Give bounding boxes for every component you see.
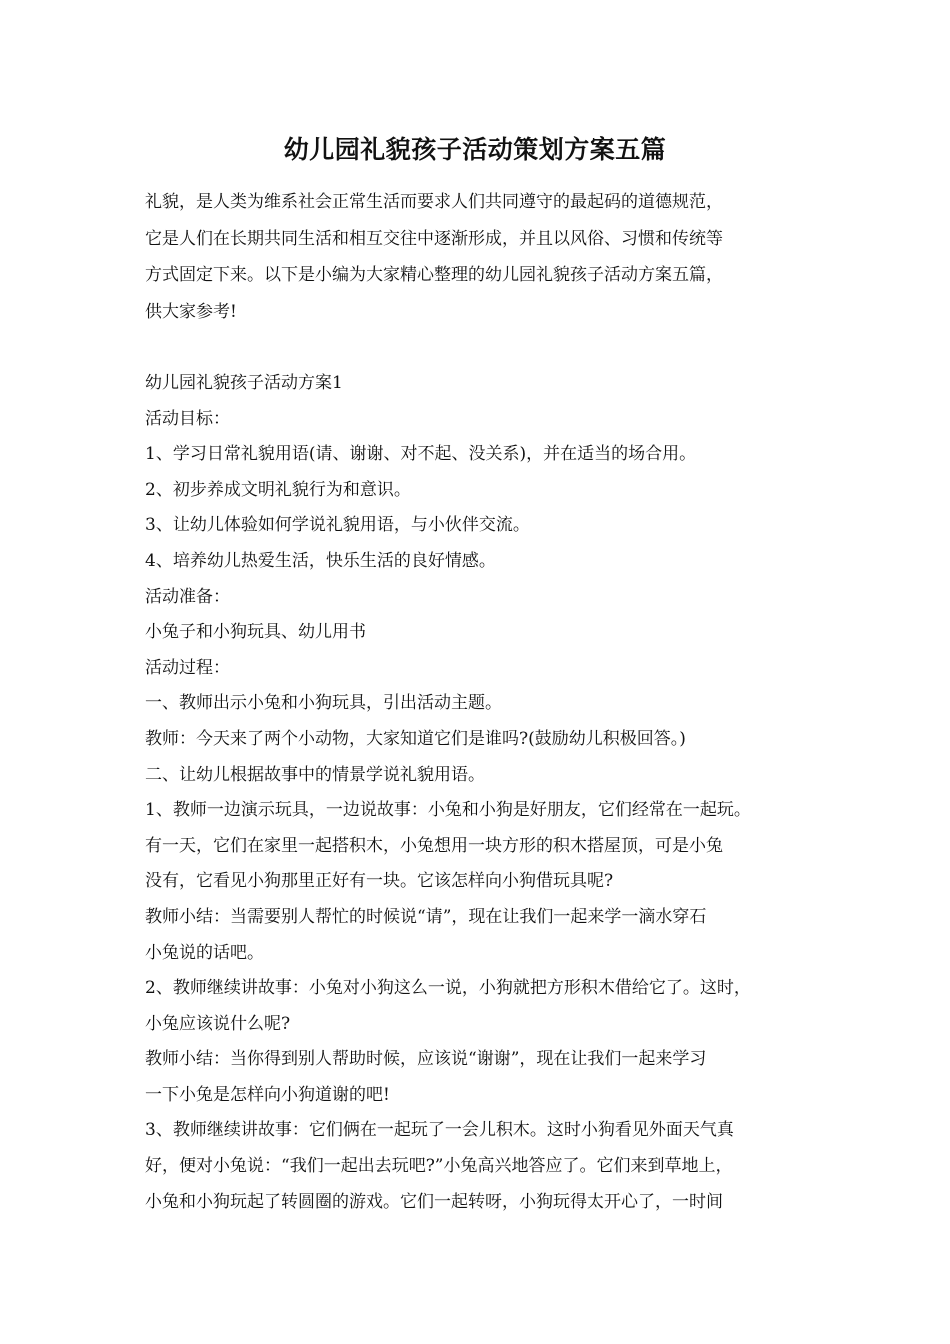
text-line: 有一天，它们在家里一起搭积木，小兔想用一块方形的积木搭屋顶，可是小兔 bbox=[145, 835, 723, 856]
text-line: 教师小结：当你得到别人帮助时候，应该说“谢谢”，现在让我们一起来学习 bbox=[145, 1049, 707, 1070]
text-line: 一下小兔是怎样向小狗道谢的吧! bbox=[145, 1084, 390, 1105]
text-line: 2、教师继续讲故事：小兔对小狗这么一说，小狗就把方形积木借给它了。这时， bbox=[145, 978, 751, 999]
text-line: 3、让幼儿体验如何学说礼貌用语，与小伙伴交流。 bbox=[145, 515, 530, 536]
intro-line: 供大家参考! bbox=[145, 301, 237, 322]
text-line: 一、教师出示小兔和小狗玩具，引出活动主题。 bbox=[145, 693, 502, 714]
intro-paragraph bbox=[145, 184, 815, 330]
document-title: 幼儿园礼貌孩子活动策划方案五篇 bbox=[283, 135, 667, 164]
subheading-preparation: 活动准备： bbox=[145, 586, 230, 607]
document-body bbox=[145, 366, 825, 1220]
text-line: 1、学习日常礼貌用语(请、谢谢、对不起、没关系)，并在适当的场合用。 bbox=[145, 444, 697, 465]
intro-line: 礼貌，是人类为维系社会正常生活而要求人们共同遵守的最起码的道德规范， bbox=[145, 192, 723, 212]
text-line: 小兔和小狗玩起了转圆圈的游戏。它们一起转呀，小狗玩得太开心了，一时间 bbox=[145, 1191, 723, 1212]
text-line: 小兔子和小狗玩具、幼儿用书 bbox=[145, 622, 366, 643]
section-heading: 幼儿园礼貌孩子活动方案1 bbox=[145, 373, 343, 393]
text-line: 教师：今天来了两个小动物，大家知道它们是谁吗?(鼓励幼儿积极回答。) bbox=[145, 728, 686, 749]
intro-line: 它是人们在长期共同生活和相互交往中逐渐形成，并且以风俗、习惯和传统等 bbox=[145, 228, 723, 249]
text-line: 小兔说的话吧。 bbox=[145, 942, 264, 963]
text-line: 4、培养幼儿热爱生活，快乐生活的良好情感。 bbox=[145, 550, 496, 571]
text-line: 没有，它看见小狗那里正好有一块。它该怎样向小狗借玩具呢? bbox=[145, 871, 614, 892]
text-line: 1、教师一边演示玩具，一边说故事：小兔和小狗是好朋友，它们经常在一起玩。 bbox=[145, 800, 751, 821]
text-line: 3、教师继续讲故事：它们俩在一起玩了一会儿积木。这时小狗看见外面天气真 bbox=[145, 1120, 734, 1141]
text-line: 教师小结：当需要别人帮忙的时候说“请”，现在让我们一起来学一滴水穿石 bbox=[145, 906, 707, 927]
text-line: 小兔应该说什么呢? bbox=[145, 1013, 291, 1034]
subheading-goals: 活动目标： bbox=[145, 408, 230, 429]
intro-line: 方式固定下来。以下是小编为大家精心整理的幼儿园礼貌孩子活动方案五篇， bbox=[145, 265, 723, 285]
subheading-process: 活动过程： bbox=[145, 657, 230, 678]
text-line: 好，便对小兔说：“我们一起出去玩吧?”小兔高兴地答应了。它们来到草地上， bbox=[145, 1156, 733, 1177]
text-line: 二、让幼儿根据故事中的情景学说礼貌用语。 bbox=[145, 764, 485, 785]
text-line: 2、初步养成文明礼貌行为和意识。 bbox=[145, 479, 411, 500]
